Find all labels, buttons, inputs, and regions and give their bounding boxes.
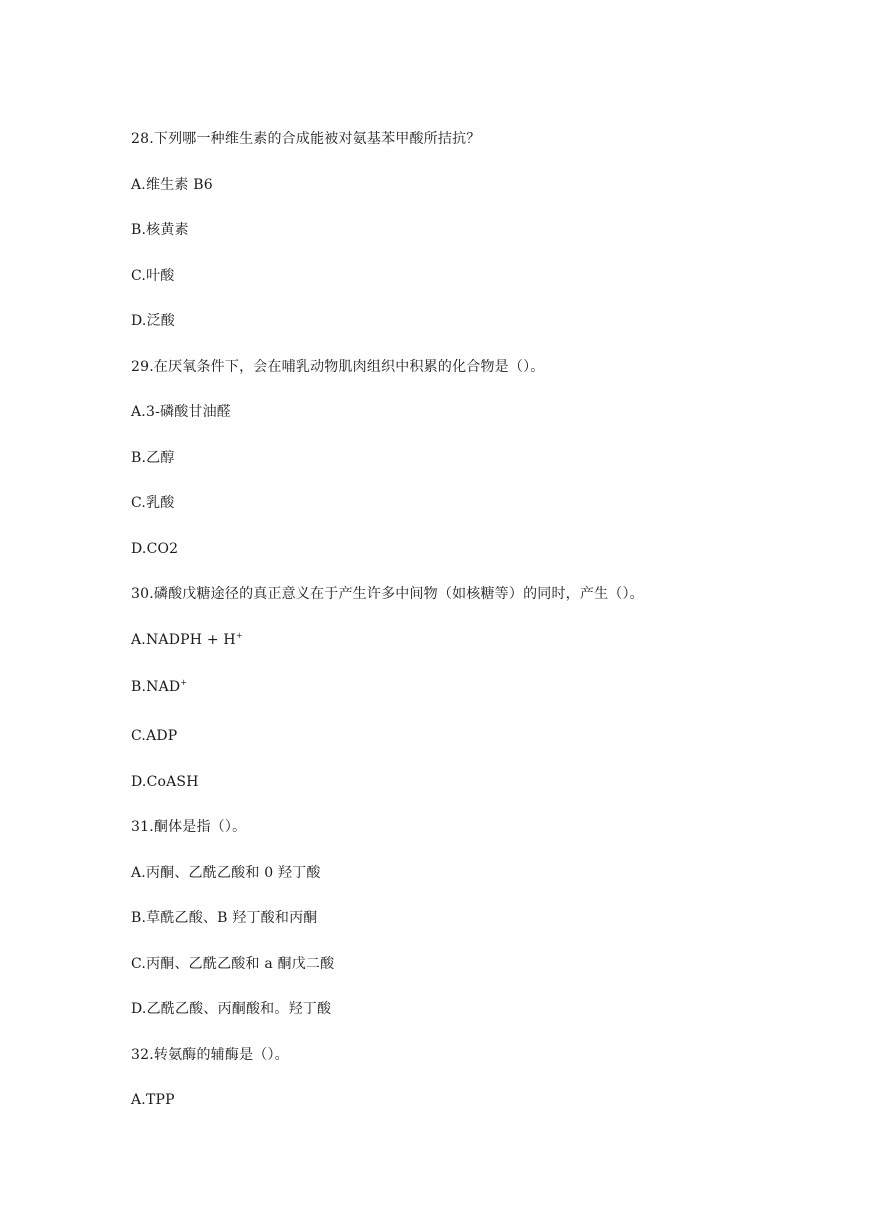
question-31-option-a: A.丙酮、乙酰乙酸和 0 羟丁酸 xyxy=(131,865,321,881)
question-29-option-a: A.3-磷酸甘油醛 xyxy=(131,404,231,420)
question-30-option-d: D.CoASH xyxy=(131,774,199,790)
question-31-option-c: C.丙酮、乙酰乙酸和 a 酮戊二酸 xyxy=(131,956,335,972)
question-31-stem: 31.酮体是指（）。 xyxy=(131,819,247,835)
question-29-stem: 29.在厌氧条件下，会在哺乳动物肌肉组织中积累的化合物是（）。 xyxy=(131,359,545,375)
question-31-option-b: B.草酰乙酸、B 羟丁酸和丙酮 xyxy=(131,910,318,926)
question-31-option-d: D.乙酰乙酸、丙酮酸和。羟丁酸 xyxy=(131,1001,332,1017)
question-29-option-d: D.CO2 xyxy=(131,541,179,557)
superscript-plus: + xyxy=(180,678,188,687)
question-29-option-c: C.乳酸 xyxy=(131,495,175,511)
question-28-option-b: B.核黄素 xyxy=(131,222,189,238)
option-b-text: B.NAD xyxy=(131,679,181,695)
question-32-option-a: A.TPP xyxy=(131,1092,175,1108)
question-28-stem: 28.下列哪一种维生素的合成能被对氨基苯甲酸所拮抗？ xyxy=(131,131,481,147)
option-a-text: A.NADPH + H xyxy=(131,632,236,648)
question-28-option-d: D.泛酸 xyxy=(131,313,175,329)
question-30-stem: 30.磷酸戊糖途径的真正意义在于产生许多中间物（如核糖等）的同时，产生（）。 xyxy=(131,586,644,602)
question-30-option-c: C.ADP xyxy=(131,728,178,744)
question-28-option-c: C.叶酸 xyxy=(131,268,175,284)
question-28-option-a: A.维生素 B6 xyxy=(131,177,213,193)
question-30-option-a xyxy=(131,631,243,649)
superscript-plus: + xyxy=(235,631,243,640)
question-32-stem: 32.转氨酶的辅酶是（）。 xyxy=(131,1047,289,1063)
question-30-option-b xyxy=(131,678,187,696)
question-29-option-b: B.乙醇 xyxy=(131,450,175,466)
